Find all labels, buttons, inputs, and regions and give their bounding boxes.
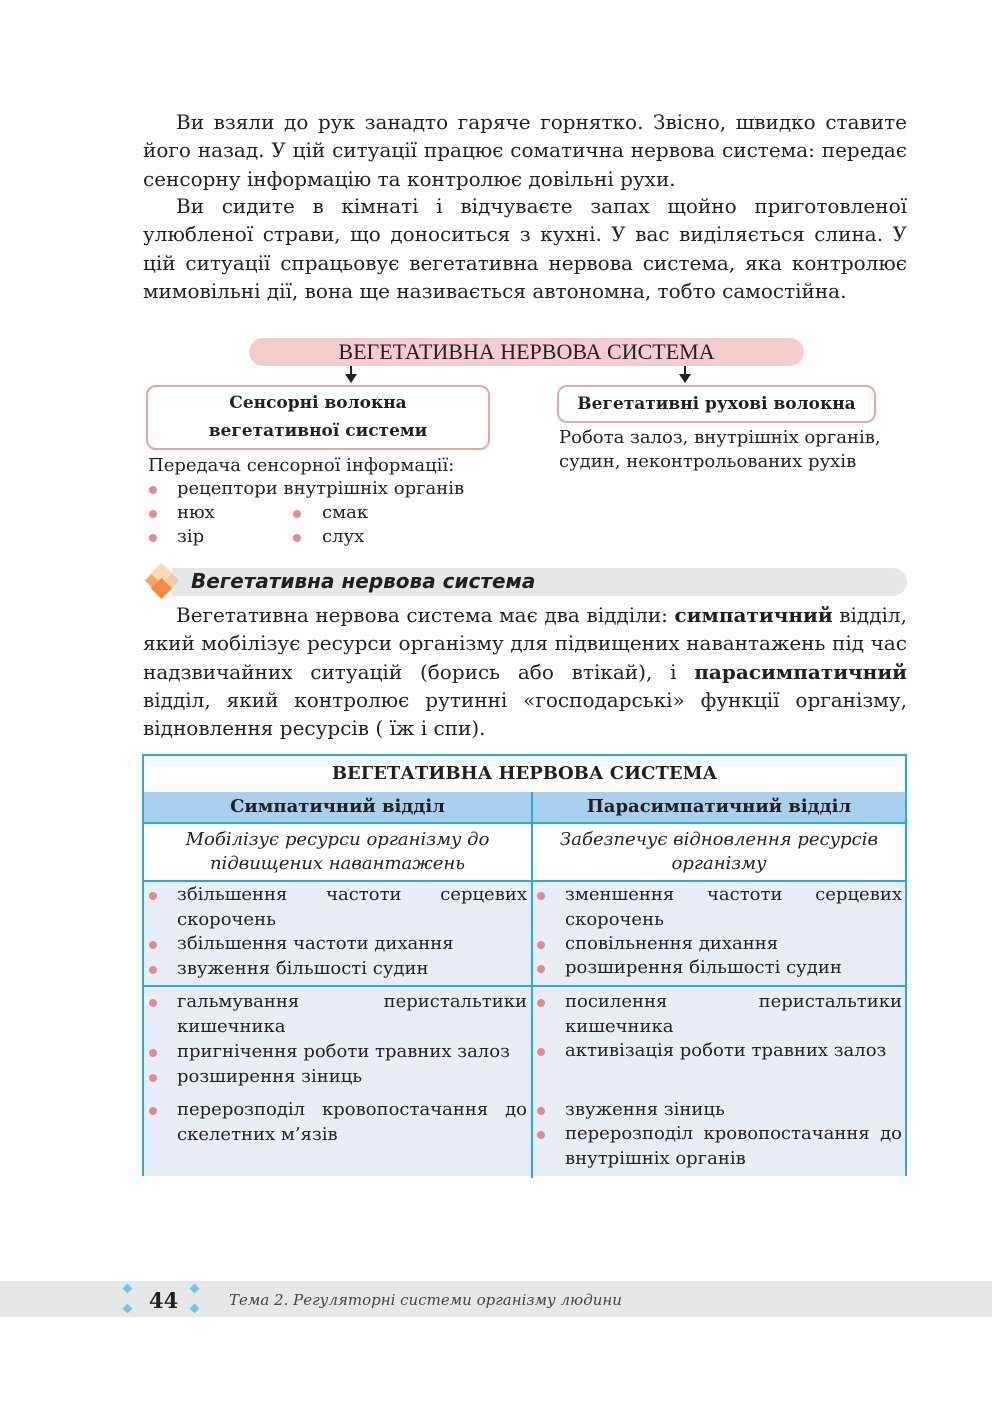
sensory-fibers-description: Передача сенсорної інформації: [148,455,455,476]
bullet-icon [149,999,157,1007]
arrow-down-icon [684,366,686,375]
bullet-icon [537,965,545,973]
motor-fibers-box: Вегетативні рухові волокна [557,385,876,423]
bullet-icon [149,892,157,900]
table-title: ВЕГЕТАТИВНА НЕРВОВА СИСТЕМА [144,756,905,794]
bullet-icon [149,941,157,949]
table-item: сповільнення дихання [565,933,779,954]
bullet-icon [149,966,157,974]
row-divider [144,985,905,987]
bullet-icon [149,1074,157,1082]
arrow-down-icon [350,366,352,375]
sensory-item: нюх [177,502,215,523]
sensory-item: зір [177,526,205,547]
table-item: перерозподіл кровопостачання до скелетних м’язів [177,1099,527,1145]
comparison-table [142,754,907,1176]
table-item: гальмування перистальтики кишечника [177,991,527,1037]
table-item: розширення більшості судин [565,957,842,978]
sympathetic-subtitle: Мобілізує ресурси організму до підвищених навантажень [144,824,531,882]
bullet-icon [149,1049,157,1057]
table-item: зменшення частоти серцевих скорочень [565,884,902,930]
diagram-title: ВЕГЕТАТИВНА НЕРВОВА СИСТЕМА [249,338,804,366]
header-parasympathetic: Парасимпатичний відділ [533,792,905,824]
bullet-icon [293,510,301,518]
section-paragraph: Вегетативна нервова система має два відділи: симпатичний відділ, який мобілізує ресурси організму для підвищених навантажень під час надзвичайних ситуацій (борись або втікай), і парасимпатичний відділ, який контролює рутинні «господарські» функції організму, відновлення ресурсів ( їж і спи). [143,603,907,741]
section-title: Вегетативна нервова система [191,569,536,593]
sensory-box-line2: вегетативної системи [208,421,428,441]
bullet-icon [149,1107,157,1115]
sensory-item: смак [322,502,369,523]
table-item: звуження більшості судин [177,958,429,979]
footer-topic: Тема 2. Регуляторні системи організму людини [229,1291,622,1309]
header-sympathetic: Симпатичний відділ [144,792,531,824]
table-item: збільшення частоти дихання [177,933,454,954]
sensory-box-line1: Сенсорні волокна [229,393,407,413]
bullet-icon [149,486,157,494]
table-item: перерозподіл кровопостачання до внутрішніх органів [565,1123,902,1169]
bullet-icon [537,892,545,900]
bullet-icon [149,534,157,542]
table-item: активізація роботи травних залоз [565,1040,887,1061]
bullet-icon [293,534,301,542]
paragraph-vegetative: Ви сидите в кімнаті і відчуваєте запах щойно приготовленої улюбленої страви, що доноситься з кухні. У вас виділяється слина. У цій ситуації спрацьовує вегетативна нервова система, яка контролює мимовільні дії, вона ще називається автономна, тобто самостійна. [143,194,907,303]
bullet-icon [537,1048,545,1056]
table-item: пригнічення роботи травних залоз [177,1041,510,1062]
table-item: посилення перистальтики кишечника [565,991,902,1037]
bullet-icon [149,510,157,518]
motor-fibers-description: Робота залоз, внутрішніх органів, судин, неконтрольованих рухів [559,427,881,472]
table-item: звуження зіниць [565,1099,725,1120]
bold-sympathetic: симпатичний [674,603,833,627]
bold-parasympathetic: парасимпатичний [694,659,907,684]
table-item: збільшення частоти серцевих скорочень [177,884,527,930]
bullet-icon [537,1131,545,1139]
bullet-icon [537,1107,545,1115]
parasympathetic-subtitle: Забезпечує відновлення ресурсів організму [533,824,905,882]
sensory-item: рецептори внутрішніх органів [177,478,465,499]
bullet-icon [537,999,545,1007]
paragraph-somatic: Ви взяли до рук занадто гаряче горнятко. Звісно, швидко ставите його назад. У цій ситуації працює соматична нервова система: передає сенсорну інформацію та контролює довільні рухи. [143,110,907,191]
sensory-item: слух [322,526,365,547]
sensory-fibers-box [146,385,490,450]
table-item: розширення зіниць [177,1066,363,1087]
page-number: 44 [149,1288,179,1313]
bullet-icon [537,941,545,949]
